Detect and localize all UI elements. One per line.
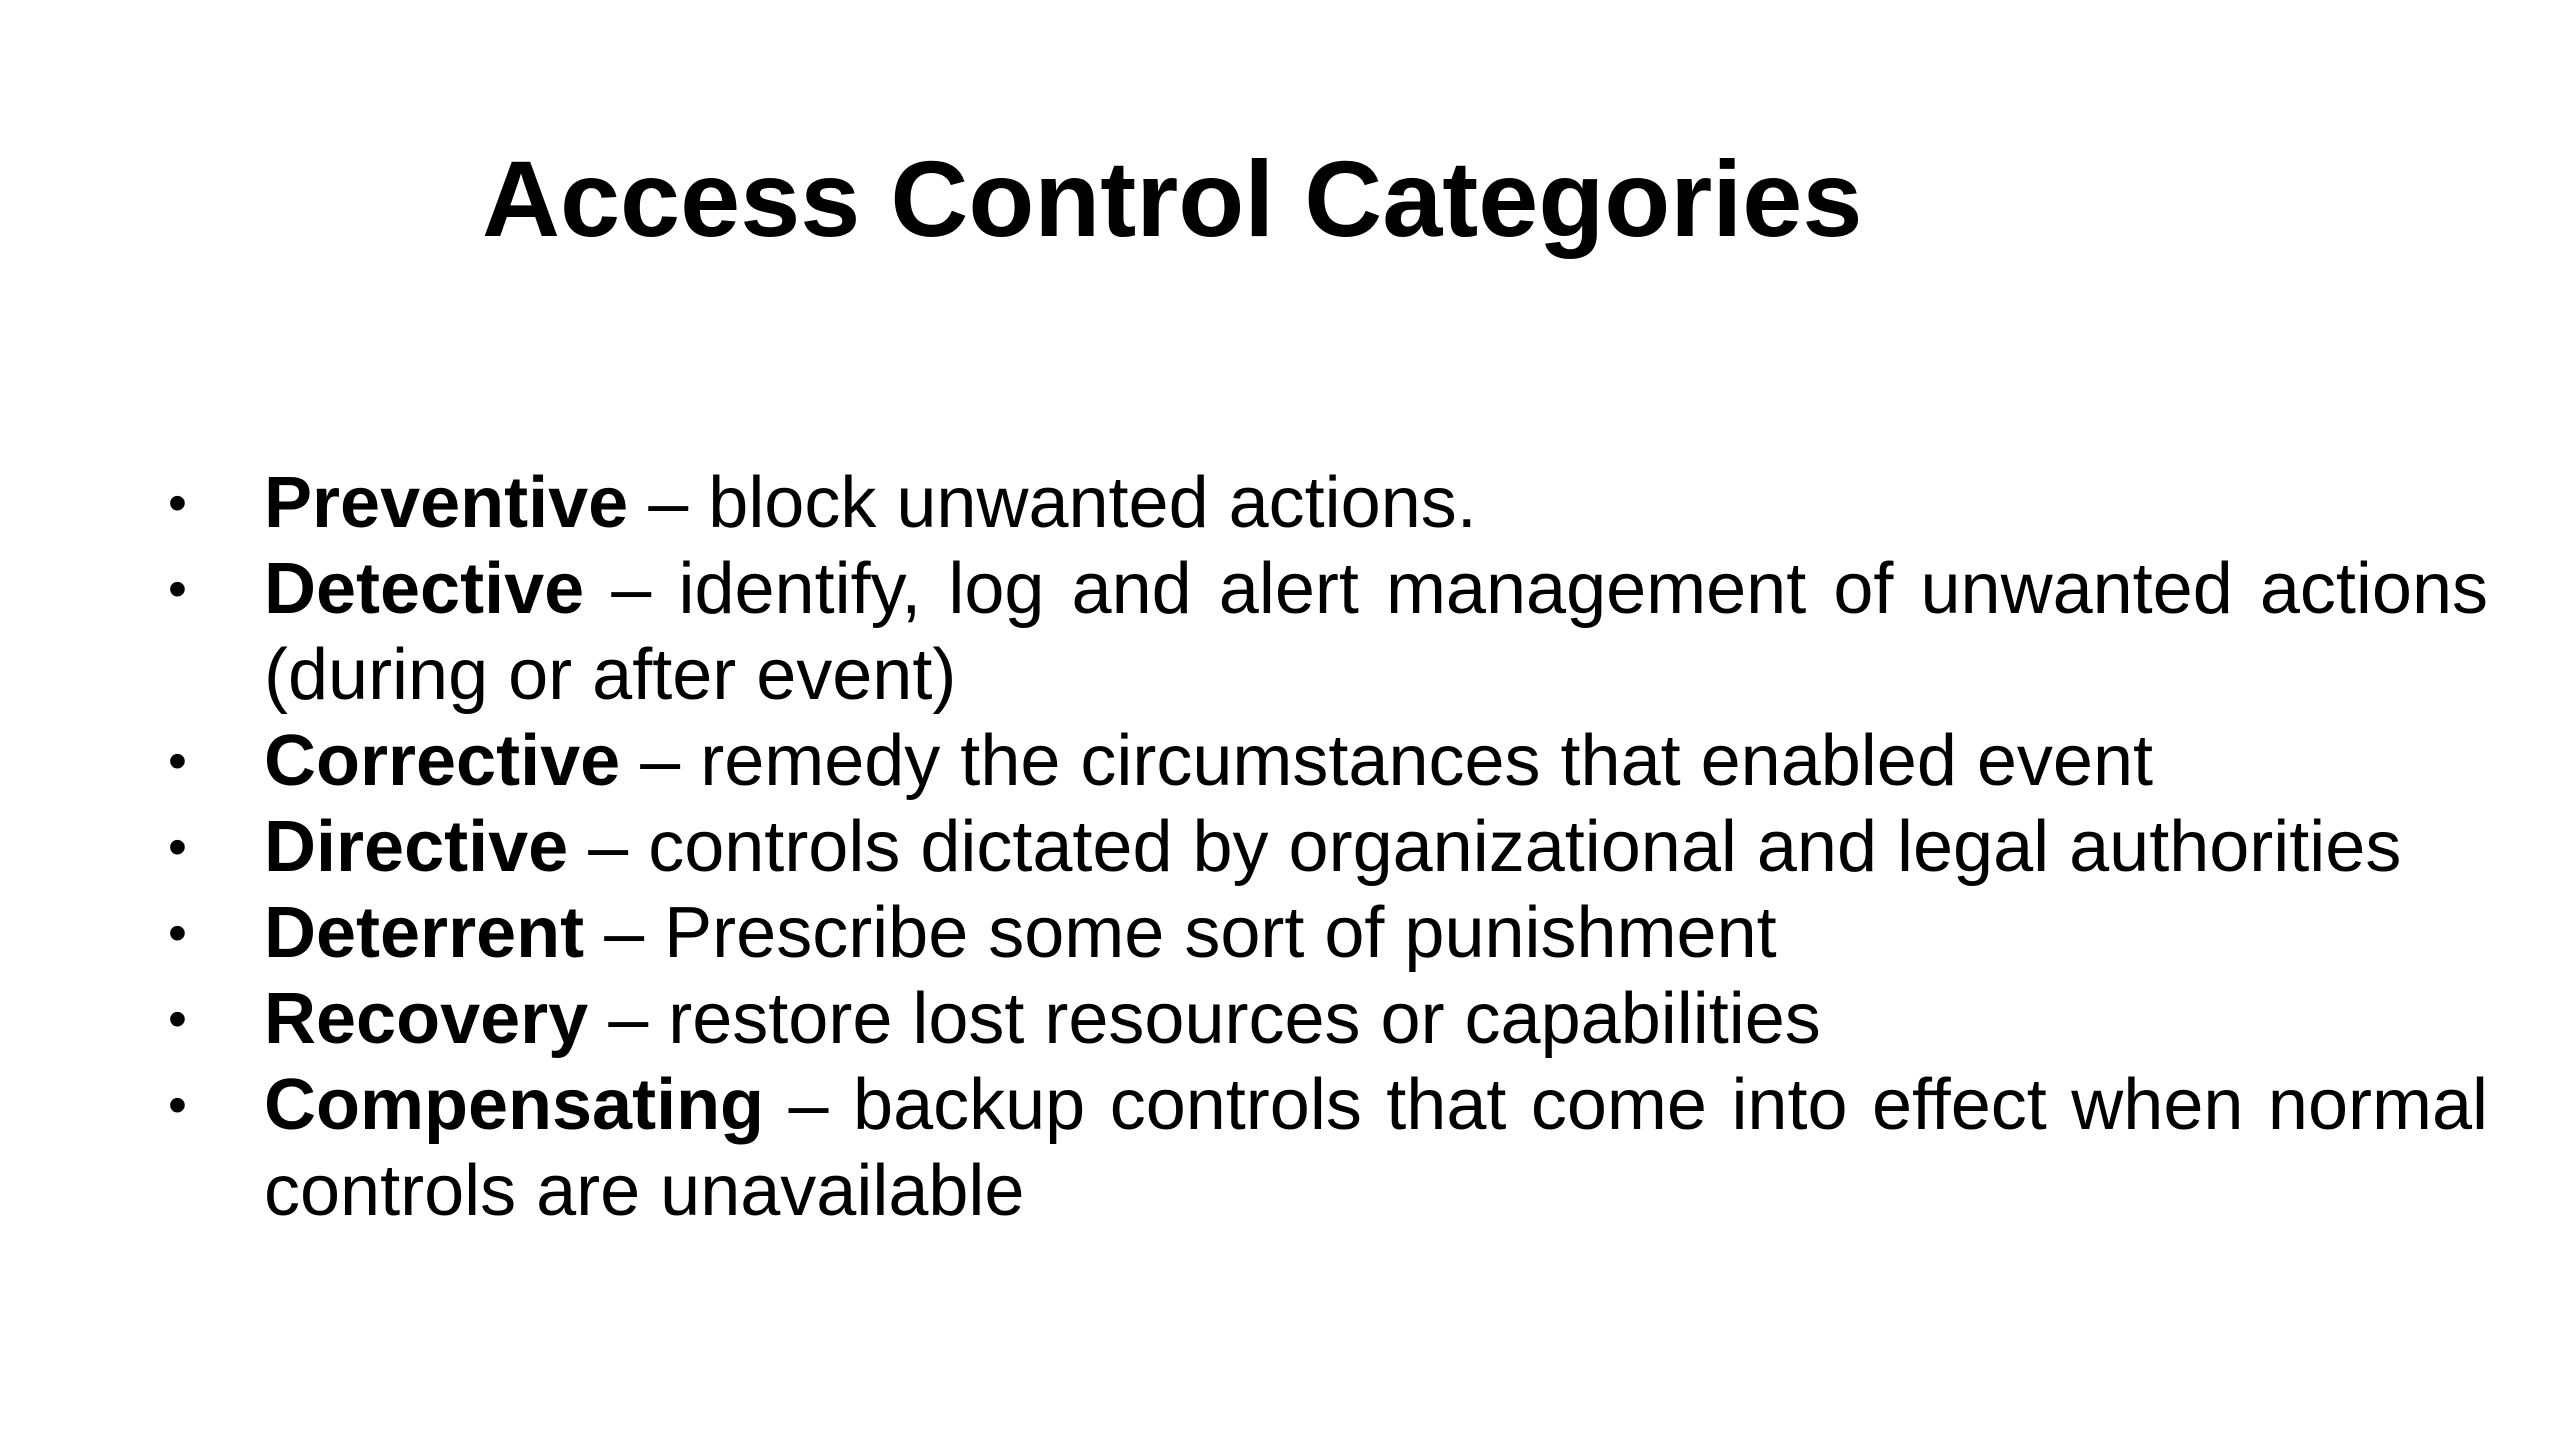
bullet-icon: •	[168, 903, 187, 963]
item-term: Recovery	[264, 979, 589, 1059]
slide-title: Access Control Categories	[482, 138, 1863, 259]
item-term: Detective	[264, 549, 585, 629]
list-item	[168, 718, 2488, 804]
item-term: Corrective	[264, 721, 621, 801]
list-item	[168, 976, 2488, 1062]
bullet-icon: •	[168, 1075, 187, 1135]
item-term: Compensating	[264, 1065, 765, 1145]
item-description: – Prescribe some sort of punishment	[584, 893, 1777, 973]
item-description: – identify, log and alert management of unwanted actions (during or after event)	[264, 549, 2488, 715]
list-item	[168, 890, 2488, 976]
item-description: – restore lost resources or capabilities	[588, 979, 1821, 1059]
bullet-icon: •	[168, 731, 187, 791]
list-item	[168, 1062, 2488, 1234]
item-description: – remedy the circumstances that enabled event	[620, 721, 2154, 801]
item-term: Deterrent	[264, 893, 585, 973]
bullet-icon: •	[168, 559, 187, 619]
list-item	[168, 804, 2488, 890]
list-item	[168, 546, 2488, 718]
item-description: – backup controls that come into effect when normal controls are unavailable	[264, 1065, 2488, 1231]
bullet-icon: •	[168, 473, 187, 533]
bullet-icon: •	[168, 817, 187, 877]
item-description: – controls dictated by organizational and legal authorities	[568, 807, 2402, 887]
bullet-list	[168, 460, 2488, 1234]
bullet-icon: •	[168, 989, 187, 1049]
list-item	[168, 460, 2488, 546]
item-term: Directive	[264, 807, 569, 887]
item-description: – block unwanted actions.	[628, 463, 1477, 543]
item-term: Preventive	[264, 463, 629, 543]
